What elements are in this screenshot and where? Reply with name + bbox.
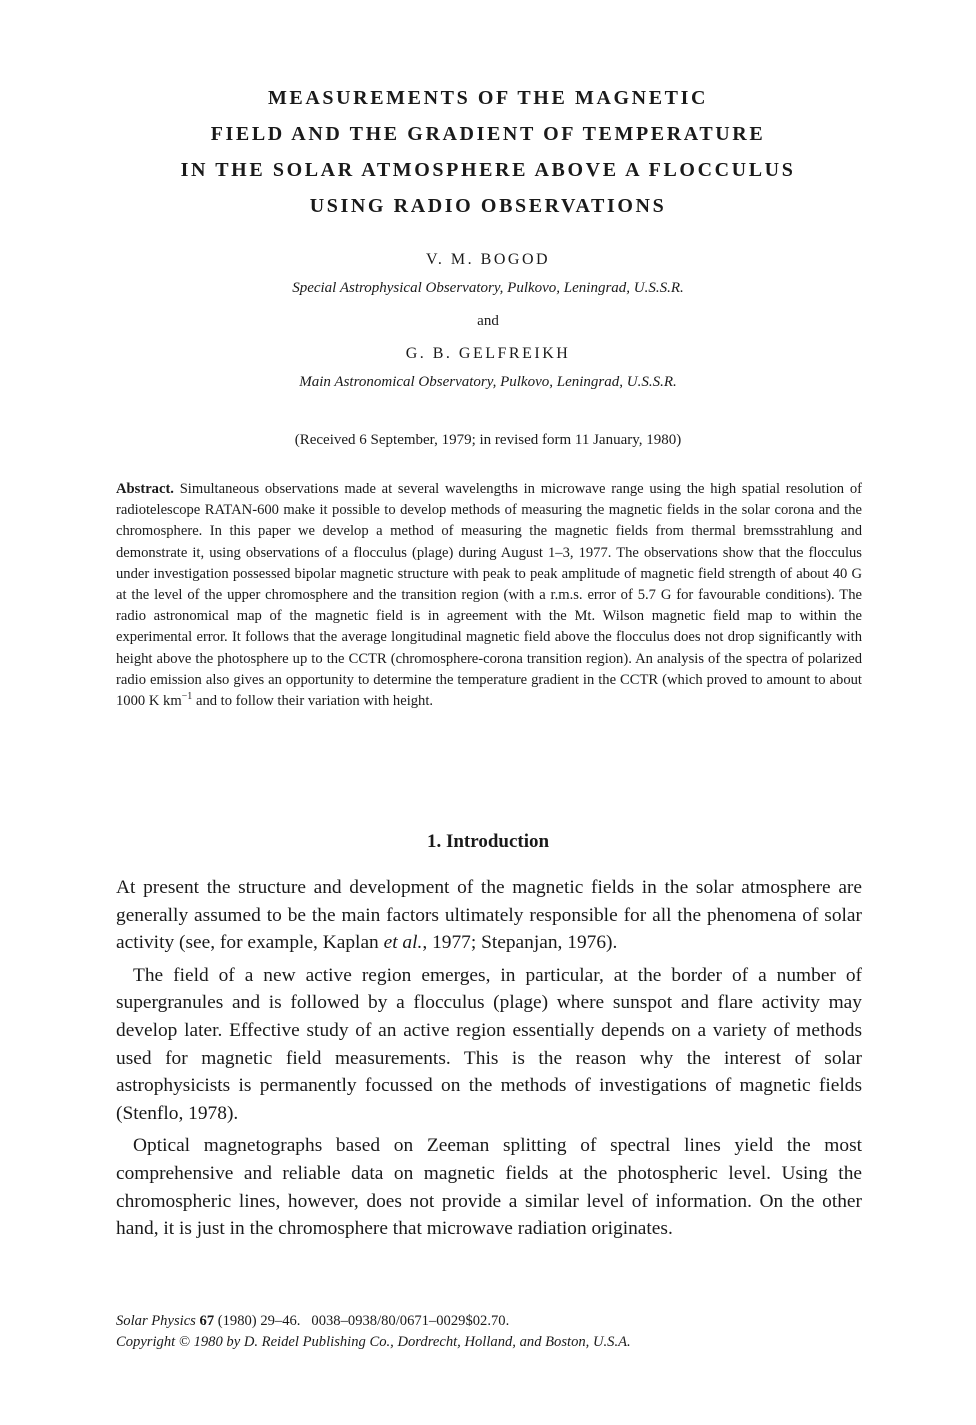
abstract-exponent: −1 [181,691,193,703]
et-al: et al. [383,932,423,954]
journal-volume: 67 [199,1313,215,1329]
section-heading: 1. Introduction [426,831,550,852]
abstract-label: Abstract. [116,481,174,497]
author-name: G. B. GELFREIKH [405,345,571,362]
received-date: (Received 6 September, 1979; in revised form 11 January, 1980) [294,432,682,448]
paper-title [60,80,916,224]
page-footer [116,1311,862,1353]
abstract-text: Simultaneous observations made at several wavelengths in microwave range using the high spatial resolution of radiotelescope RATAN-600 make it possible to develop methods of measuring the magnetic fields in the solar corona and the chromosphere. In this paper we develop a method of measuring the magnetic fields from thermal bremsstrahlung and demonstrate it, using observations of a flocculus (plage) during August 1–3, 1977. The observations show that the flocculus under investigation possessed bipolar magnetic structure with peak to peak amplitude of magnetic field strength of about 40 G at the level of the upper chromosphere and the transition region (with a r.m.s. error of 5.7 G for favourable conditions). The radio astronomical map of the magnetic field is in agreement with the Mt. Wilson magnetic field map to within the experimental error. It follows that the average longitudinal magnetic field above the flocculus does not drop significantly with height above the photosphere up to the CCTR (chromosphere-corona transition region). An analysis of the spectra of polarized radio emission also gives an opportunity to determine the temperature gradient in the CCTR (which proved to amount to about 1000 K km [116,481,862,710]
paragraph-text: , 1977; Stepanjan, 1976). [422,932,618,954]
paragraph-text: At present the structure and development of the magnetic fields in the solar atmosphere are generally assumed to be the main factors ultimately responsible for all the phenomena of solar activity (see, for example, Kaplan [116,877,862,954]
author-affiliation: Special Astrophysical Observatory, Pulkovo, Leningrad, U.S.S.R. [292,280,684,296]
paragraph: The field of a new active region emerges, in particular, at the border of a number of supergranules and is followed by a flocculus (plage) where sunspot and flare activity may develop later. Effective study of an active region essentially depends on a variety of methods used for magnetic field measurements. This is the reason why the interest of solar astrophysicists is permanently focussed on the methods of investigations of magnetic fields (Stenflo, 1978). [116,964,862,1124]
abstract-tail: and to follow their variation with height. [192,693,434,710]
title-line: USING RADIO OBSERVATIONS [309,195,667,217]
author-name: V. M. BOGOD [425,251,551,268]
title-line: MEASUREMENTS OF THE MAGNETIC [267,87,709,109]
author-separator: and [477,313,499,329]
author-affiliation: Main Astronomical Observatory, Pulkovo, Leningrad, U.S.S.R. [299,374,677,390]
title-line: IN THE SOLAR ATMOSPHERE ABOVE A FLOCCULUS [180,159,796,181]
body-text [116,874,862,1243]
copyright: Copyright © 1980 by D. Reidel Publishing Co., Dordrecht, Holland, and Boston, U.S.A. [116,1334,631,1350]
paragraph [116,874,862,957]
citation-pages: (1980) 29–46. [214,1313,301,1329]
citation-code: 0038–0938/80/0671–0029$02.70. [311,1313,510,1329]
abstract [116,479,862,712]
title-line: FIELD AND THE GRADIENT OF TEMPERATURE [210,123,766,145]
paragraph: Optical magnetographs based on Zeeman splitting of spectral lines yield the most comprehensive and reliable data on magnetic fields at the photospheric level. Using the chromospheric lines, however, does not provide a similar level of information. On the other hand, it is just in the chromosphere that microwave radiation originates. [116,1135,862,1240]
journal-citation [116,1311,862,1332]
journal-name: Solar Physics [116,1313,196,1329]
